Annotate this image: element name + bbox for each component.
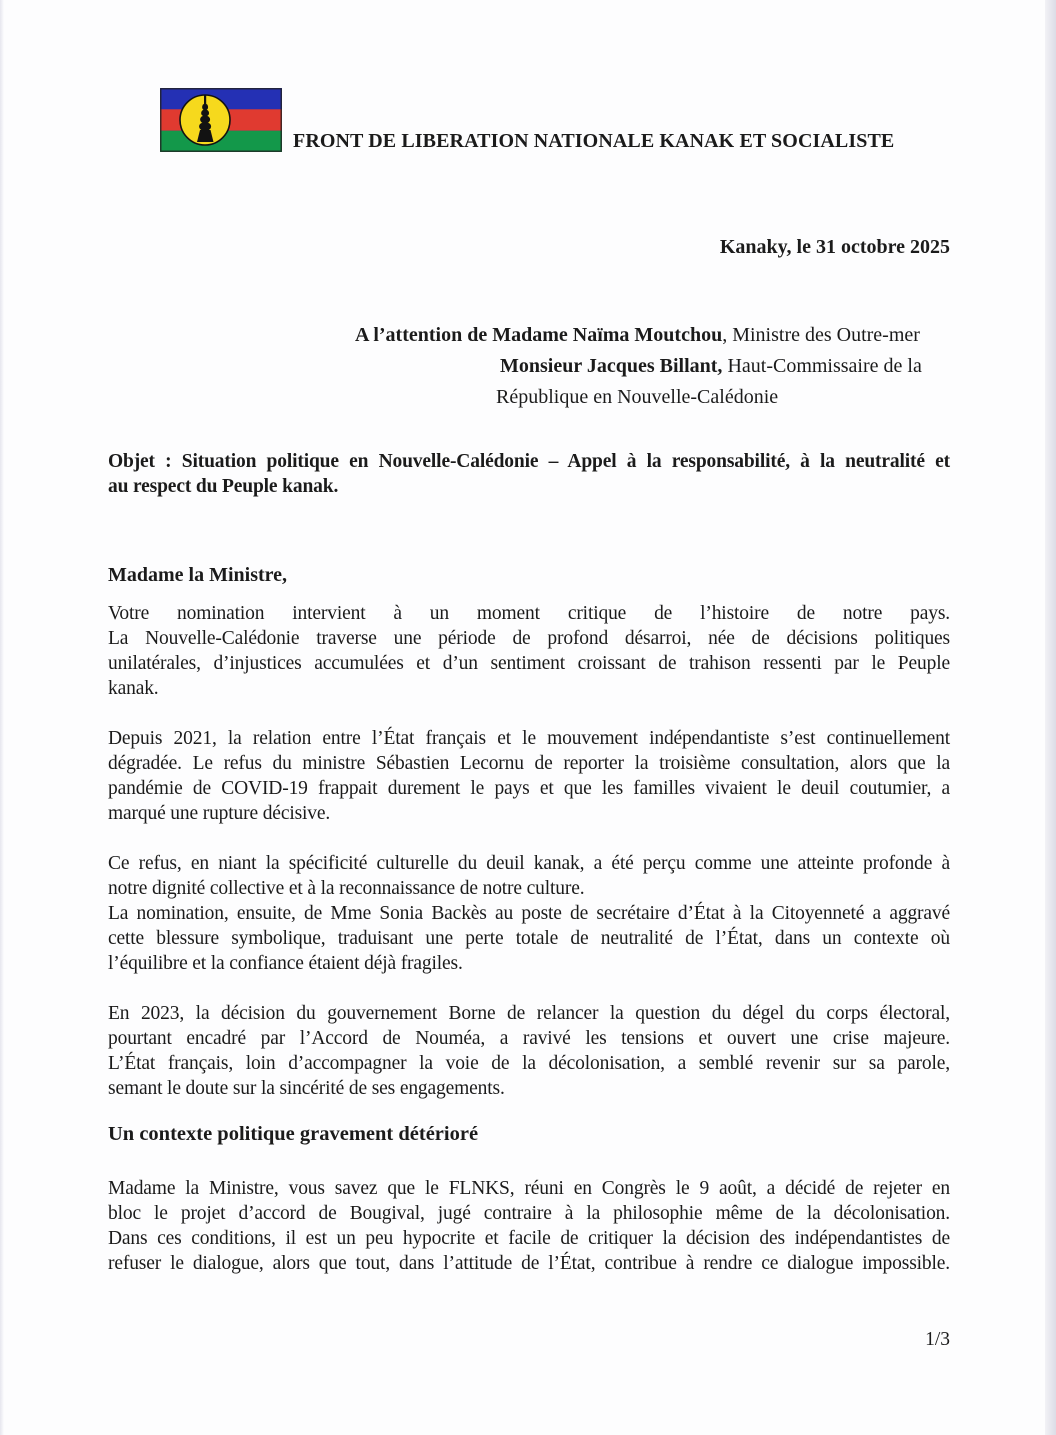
recipient-title: , Ministre des Outre-mer bbox=[722, 324, 920, 346]
text-line: Madame la Ministre, vous savez que le FLNKS, réuni en Congrès le 9 août, a décidé de rejeter en bbox=[108, 1178, 950, 1199]
recipient-name: Monsieur Jacques Billant, bbox=[500, 355, 723, 377]
organization-name: FRONT DE LIBERATION NATIONALE KANAK ET SOCIALISTE bbox=[293, 130, 895, 152]
text-line: Dans ces conditions, il est un peu hypocrite et facile de critiquer la décision des indépendantistes de bbox=[108, 1228, 950, 1249]
subject-line bbox=[108, 448, 950, 498]
recipient-line bbox=[500, 351, 975, 382]
scan-edge-left bbox=[0, 0, 4, 1435]
date-line: Kanaky, le 31 octobre 2025 bbox=[719, 236, 950, 258]
text-line: unilatérales, d’injustices accumulées et d’un sentiment croissant de trahison ressenti par le Peuple bbox=[108, 653, 950, 674]
text-line: La Nouvelle-Calédonie traverse une période de profond désarroi, née de décisions politiques bbox=[108, 628, 950, 649]
text-line: cette blessure symbolique, traduisant une perte totale de neutralité de l’État, dans un contexte où bbox=[108, 928, 950, 949]
text-line: pandémie de COVID-19 frappait durement le pays et que les familles vivaient le deuil coutumier, a bbox=[108, 778, 950, 799]
recipient-line bbox=[355, 320, 975, 351]
text-line: En 2023, la décision du gouvernement Borne de relancer la question du dégel du corps électoral, bbox=[108, 1003, 950, 1024]
salutation: Madame la Ministre, bbox=[108, 564, 288, 586]
paragraph bbox=[108, 726, 950, 826]
text-line: semant le doute sur la sincérité de ses engagements. bbox=[108, 1078, 505, 1099]
recipient-name: A l’attention de Madame Naïma Moutchou bbox=[355, 324, 723, 346]
text-line: Depuis 2021, la relation entre l’État français et le mouvement indépendantiste s’est continuellement bbox=[108, 728, 950, 749]
recipient-line bbox=[496, 382, 975, 413]
kanaky-flag-icon bbox=[160, 88, 282, 152]
text-line: Ce refus, en niant la spécificité culturelle du deuil kanak, a été perçu comme une atteinte profonde à bbox=[108, 853, 950, 874]
text-line: dégradée. Le refus du ministre Sébastien Lecornu de reporter la troisième consultation, alors que la bbox=[108, 753, 950, 774]
text-line: La nomination, ensuite, de Mme Sonia Backès au poste de secrétaire d’État à la Citoyenneté a aggravé bbox=[108, 903, 950, 924]
paragraph bbox=[108, 601, 950, 701]
paragraph bbox=[108, 1001, 950, 1101]
text-line: au respect du Peuple kanak. bbox=[108, 476, 339, 497]
text-line: pourtant encadré par l’Accord de Nouméa, a ravivé les tensions et ouvert une crise majeure. bbox=[108, 1028, 950, 1049]
recipient-title: Haut-Commissaire de la bbox=[722, 355, 922, 377]
scan-edge-right bbox=[1045, 0, 1056, 1435]
paragraph bbox=[108, 851, 950, 976]
recipients-block bbox=[355, 320, 975, 413]
text-line: notre dignité collective et à la reconnaissance de notre culture. bbox=[108, 878, 585, 899]
recipient-title: République en Nouvelle-Calédonie bbox=[496, 386, 779, 408]
text-line: l’équilibre et la confiance étaient déjà fragiles. bbox=[108, 953, 463, 974]
text-line: kanak. bbox=[108, 678, 159, 699]
text-line: bloc le projet d’accord de Bougival, jugé contraire à la philosophie même de la décolonisation. bbox=[108, 1203, 950, 1224]
text-line: L’État français, loin d’accompagner la voie de la décolonisation, a semblé revenir sur sa parole, bbox=[108, 1053, 950, 1074]
text-line: Objet : Situation politique en Nouvelle-Calédonie – Appel à la responsabilité, à la neutralité et bbox=[108, 451, 950, 472]
text-line: Votre nomination intervient à un moment critique de l’histoire de notre pays. bbox=[108, 603, 950, 624]
text-line: refuser le dialogue, alors que tout, dans l’attitude de l’État, contribue à rendre ce dialogue impossible. bbox=[108, 1253, 950, 1274]
page-number: 1/3 bbox=[925, 1329, 950, 1350]
text-line: marqué une rupture décisive. bbox=[108, 803, 331, 824]
section-heading: Un contexte politique gravement détérioré bbox=[108, 1123, 479, 1145]
paragraph bbox=[108, 1176, 950, 1276]
